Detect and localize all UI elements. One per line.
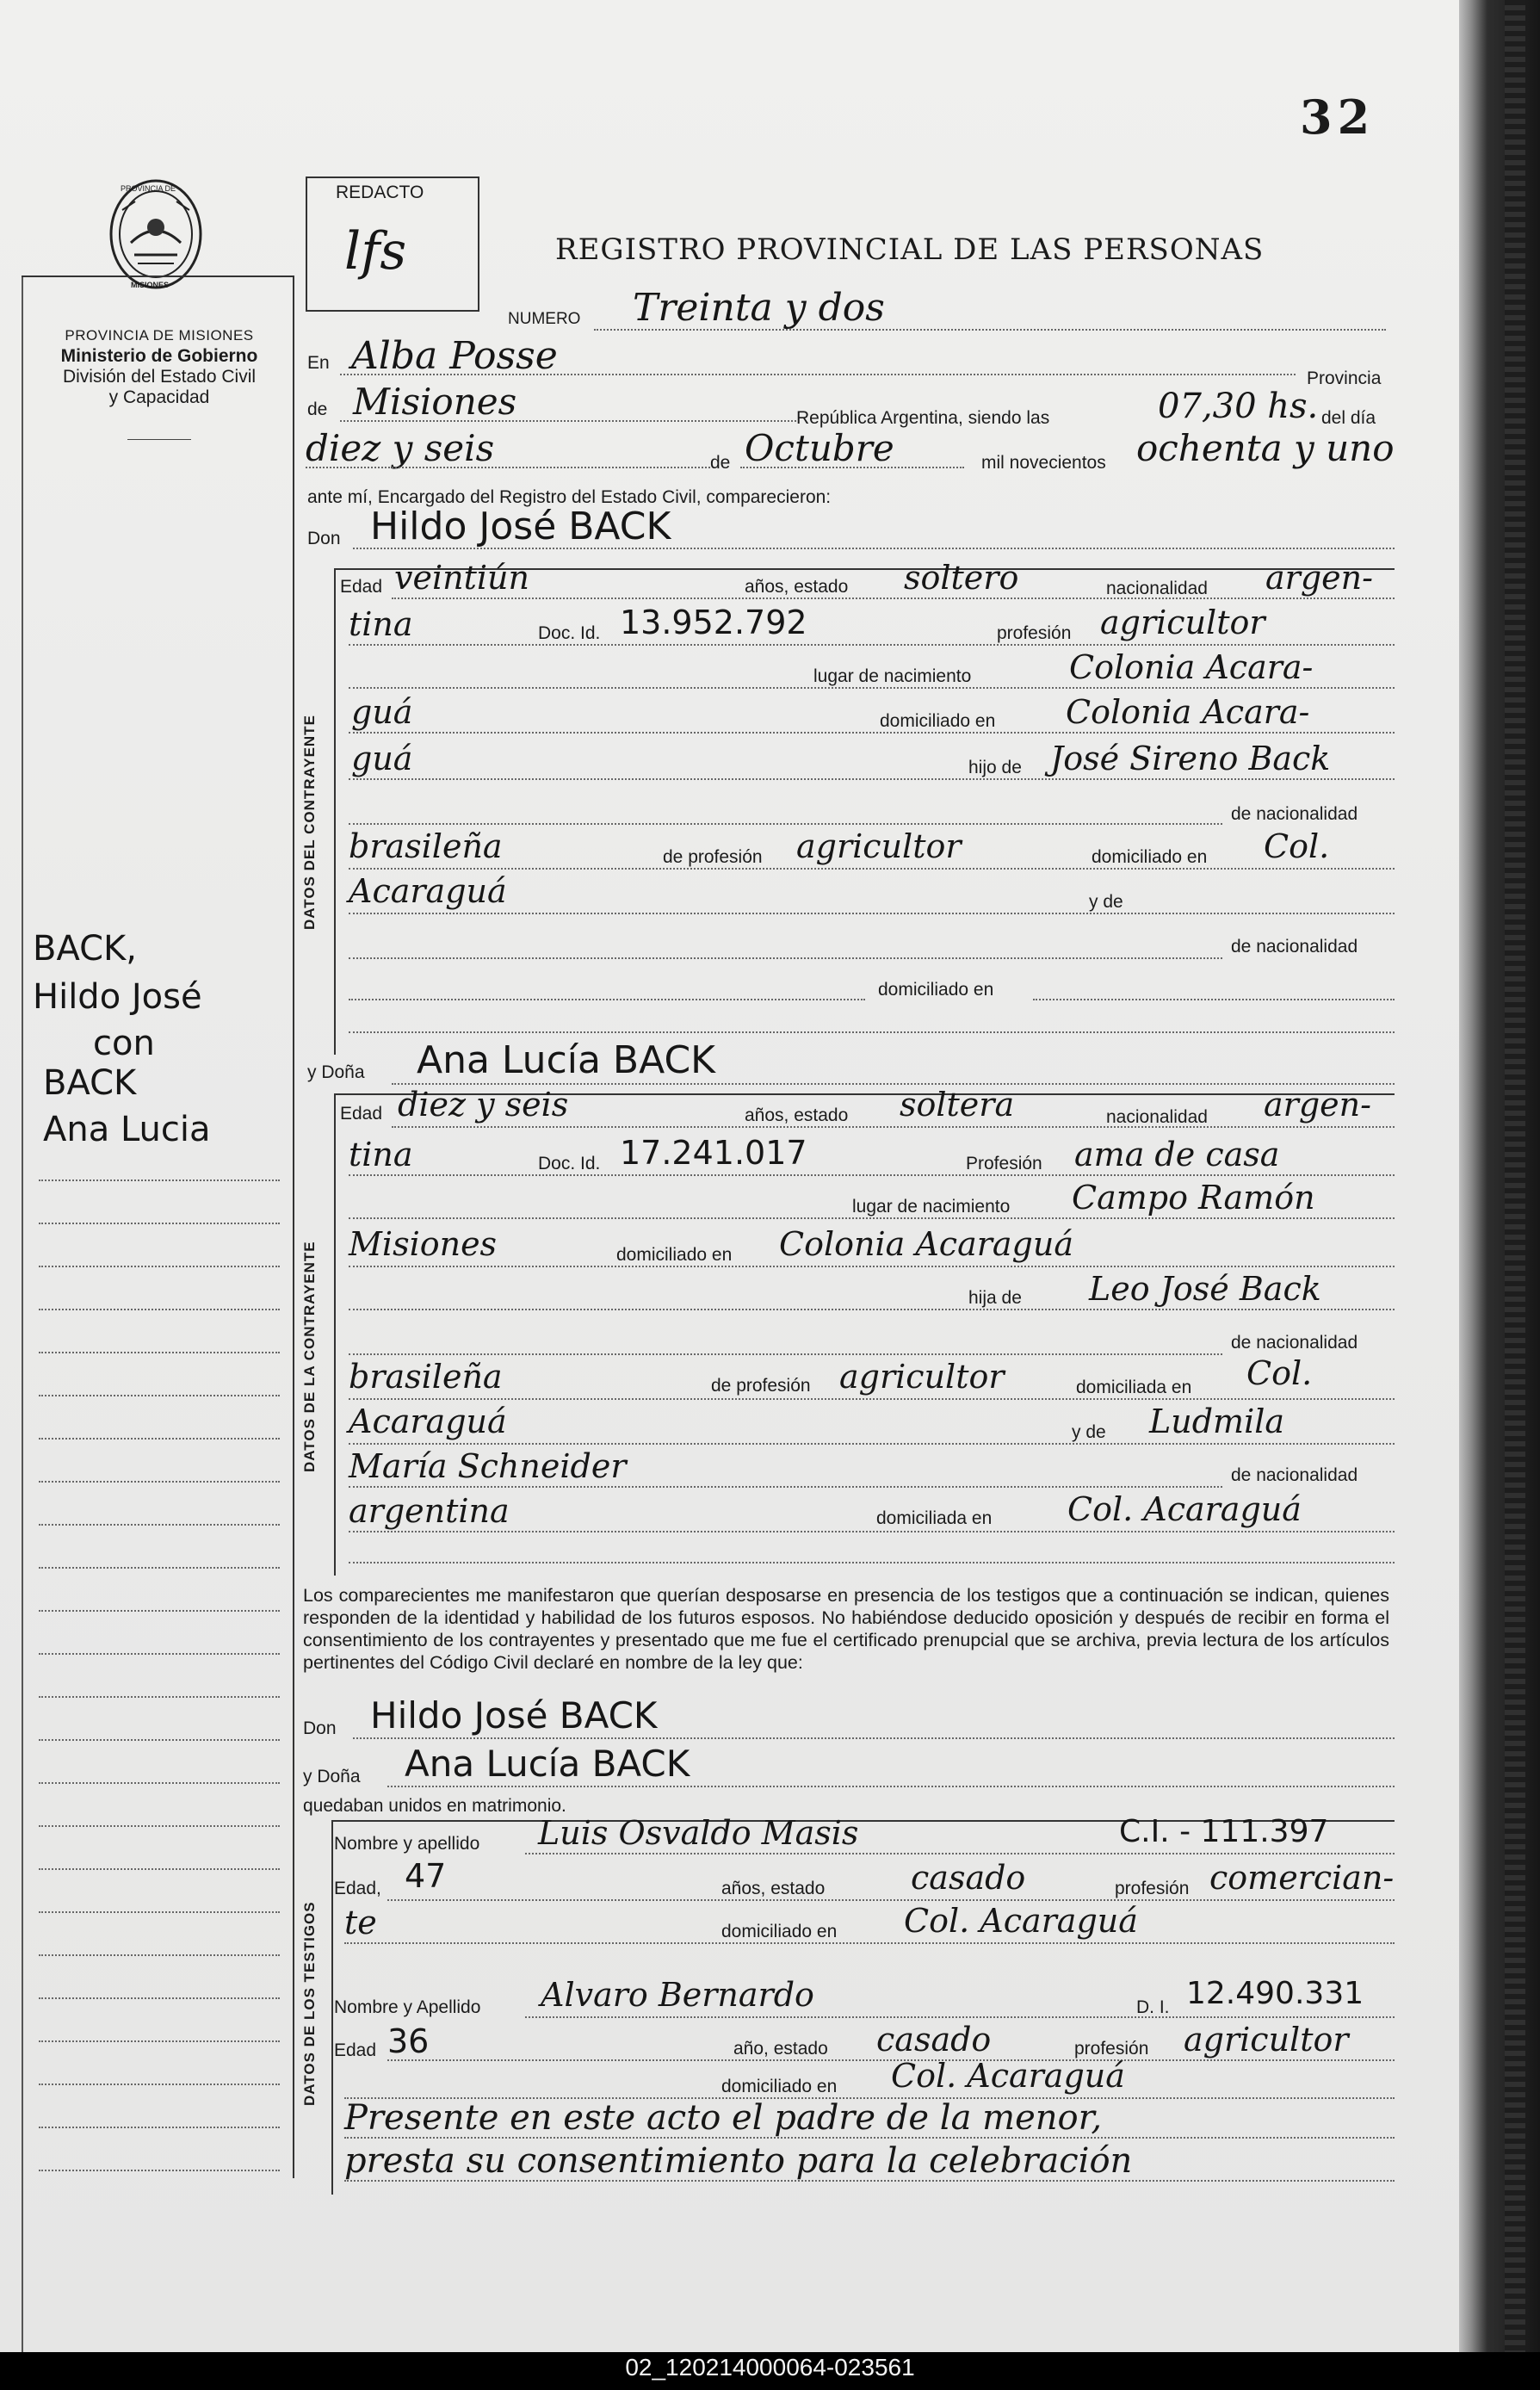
t2-domiciliado-label: domiciliado en — [721, 2077, 838, 2096]
margin-note-line-4: BACK — [43, 1063, 137, 1103]
margin-note-line-5: Ana Lucia — [43, 1110, 211, 1149]
f-de-nacionalidad-label: de nacionalidad — [1231, 1333, 1358, 1353]
t1-profesion-label: profesión — [1115, 1879, 1190, 1898]
f-domiciliado-label: domiciliado en — [616, 1245, 733, 1265]
f-nacionalidad-label: nacionalidad — [1106, 1107, 1208, 1127]
c-padre-domiciliado-label: domiciliado en — [1092, 847, 1208, 867]
t1-domiciliado-label: domiciliado en — [721, 1922, 838, 1941]
f-lugar-line — [349, 1217, 1395, 1219]
don-label: Don — [307, 529, 341, 548]
t2-edad-value: 36 — [387, 2022, 430, 2060]
mil-label: mil novecientos — [981, 453, 1106, 473]
provincia-value: Misiones — [353, 381, 517, 423]
dona-value: Ana Lucía BACK — [417, 1038, 716, 1082]
note-line-2-rule — [344, 2180, 1395, 2182]
decl-dona-value: Ana Lucía BACK — [405, 1743, 690, 1785]
c-madre-nac-line — [349, 957, 1222, 959]
t1-domicilio-line — [344, 1942, 1395, 1944]
redacto-initials: lfs — [344, 221, 407, 282]
c-hijo-line — [349, 778, 1395, 780]
f-padre-nac-line — [349, 1353, 1222, 1355]
dia-value: diez y seis — [306, 427, 495, 469]
f-edad-line — [392, 1126, 1395, 1128]
del-dia-label: del día — [1321, 408, 1376, 428]
f-padre-nacionalidad: brasileña — [349, 1358, 503, 1396]
c-de-profesion-label: de profesión — [663, 847, 763, 867]
de-label: de — [307, 399, 328, 419]
f-de-profesion-label: de profesión — [711, 1376, 811, 1396]
don-line — [353, 548, 1395, 549]
f-madre-nac-line — [349, 1486, 1222, 1488]
c-edad-line — [392, 598, 1395, 599]
decl-dona-line — [387, 1786, 1395, 1787]
province-seal — [105, 176, 207, 296]
note-line-2: presta su consentimiento para la celebración — [344, 2141, 1133, 2181]
binding-strip — [1505, 0, 1525, 2352]
testigos-border — [331, 1820, 333, 2195]
footer-code: 02_120214000064-023561 — [625, 2354, 915, 2381]
c-y-de-label: y de — [1089, 892, 1123, 912]
c-madre-dom-line-b — [1033, 999, 1395, 1000]
f-lugar-value-1: Campo Ramón — [1072, 1179, 1315, 1217]
document-title: REGISTRO PROVINCIAL DE LAS PERSONAS — [555, 232, 1265, 267]
contrayenta-section-label: DATOS DE LA CONTRAYENTE — [301, 1241, 318, 1472]
c-domicilio-line — [349, 732, 1395, 734]
en-line — [340, 374, 1296, 375]
f-madre-line — [349, 1443, 1395, 1445]
c-padre-domicilio-1: Col. — [1264, 827, 1330, 865]
hora-value: 07,30 hs. — [1158, 387, 1319, 426]
f-madre-domicilio: Col. Acaraguá — [1067, 1490, 1302, 1528]
contrayente-section-label: DATOS DEL CONTRAYENTE — [301, 715, 318, 930]
margin-note-line-1: BACK, — [33, 929, 137, 969]
f-end-line — [349, 1562, 1395, 1563]
c-profesion-label: profesión — [997, 623, 1072, 643]
c-lugar-value-2: guá — [351, 693, 413, 731]
decl-don-value: Hildo José BACK — [370, 1694, 658, 1737]
t2-doc-label: D. I. — [1136, 1997, 1170, 2017]
org-line-3: División del Estado Civil — [62, 367, 257, 387]
c-lugar-line — [349, 687, 1395, 689]
t2-domicilio-value: Col. Acaraguá — [891, 2057, 1125, 2095]
f-domicilio-value: Colonia Acaraguá — [779, 1225, 1073, 1263]
org-line-2: Ministerio de Gobierno — [60, 346, 258, 366]
f-lugar-value-2: Misiones — [349, 1225, 498, 1263]
republica-label: República Argentina, siendo las — [796, 408, 1050, 428]
c-profesion-value: agricultor — [1100, 604, 1265, 641]
c-hijo-label: hijo de — [968, 758, 1022, 777]
f-edad-label: Edad — [340, 1104, 383, 1124]
left-edge-line — [22, 276, 23, 2352]
t1-estado-value: casado — [911, 1859, 1026, 1897]
f-padre-profesion: agricultor — [839, 1358, 1005, 1396]
t2-nombre-line — [525, 2016, 1395, 2018]
decl-dona-label: y Doña — [303, 1767, 361, 1786]
f-hija-line — [349, 1309, 1395, 1310]
t2-edad-label: Edad — [334, 2040, 377, 2060]
decl-don-label: Don — [303, 1718, 337, 1738]
t1-profesion-value-2: te — [344, 1904, 377, 1941]
t2-profesion-label: profesión — [1074, 2039, 1149, 2059]
provincia-label: Provincia — [1307, 368, 1382, 388]
f-doc-label: Doc. Id. — [538, 1154, 601, 1173]
org-line-4: y Capacidad — [108, 387, 210, 407]
seal-bottom-text: MISIONES — [131, 281, 170, 289]
f-y-de-label: y de — [1072, 1422, 1106, 1442]
ante-label: ante mí, Encargado del Registro del Estado Civil, comparecieron: — [307, 487, 832, 507]
c-edad-label: Edad — [340, 577, 383, 597]
f-profesion-label: Profesión — [966, 1154, 1042, 1173]
f-padre-value: Leo José Back — [1089, 1270, 1321, 1308]
t1-profesion-value-1: comercian- — [1209, 1859, 1395, 1897]
form-left-border — [293, 276, 294, 2178]
c-madre-dom-line-a — [349, 999, 865, 1000]
t2-nombre-label: Nombre y Apellido — [334, 1997, 481, 2017]
c-madre-nacionalidad-label: de nacionalidad — [1231, 937, 1358, 957]
margin-note-line-2: Hildo José — [33, 977, 202, 1017]
testigos-section-label: DATOS DE LOS TESTIGOS — [301, 1901, 318, 2106]
t1-nombre-value: Luis Osvaldo Masis — [538, 1814, 859, 1852]
c-padre-profesion: agricultor — [796, 827, 962, 865]
f-madre-domiciliada-label: domiciliada en — [876, 1508, 993, 1528]
c-edad-value: veintiún — [394, 559, 529, 597]
f-padre-domiciliada-label: domiciliada en — [1076, 1378, 1192, 1397]
redacto-label: REDACTO — [336, 183, 424, 202]
mes-de-label: de — [710, 453, 731, 473]
f-domicilio-line — [349, 1266, 1395, 1267]
org-line-1: PROVINCIA DE MISIONES — [65, 327, 254, 344]
dia-line — [306, 467, 710, 468]
f-padre-line — [349, 1398, 1395, 1400]
decl-don-line — [353, 1737, 1395, 1739]
c-padre-value: José Sireno Back — [1050, 740, 1331, 777]
c-padre-nacionalidad: brasileña — [349, 827, 503, 865]
c-lugar-value-1: Colonia Acara- — [1069, 648, 1314, 686]
c-doc-value: 13.952.792 — [620, 604, 807, 641]
t1-nombre-line — [525, 1853, 1395, 1854]
f-profesion-value: ama de casa — [1074, 1136, 1280, 1173]
c-domicilio-value-2: guá — [351, 740, 413, 777]
t2-profesion-value: agricultor — [1184, 2021, 1349, 2059]
numero-label: NUMERO — [508, 310, 581, 328]
c-doc-label: Doc. Id. — [538, 623, 601, 643]
dona-label: y Doña — [307, 1062, 365, 1082]
f-madre-nacionalidad: argentina — [349, 1492, 510, 1530]
c-nacionalidad-label: nacionalidad — [1106, 579, 1208, 598]
top-left-rule — [22, 276, 293, 277]
quedaban-label: quedaban unidos en matrimonio. — [303, 1796, 566, 1816]
c-padre-nac-line — [349, 823, 1222, 825]
declaration-paragraph: Los comparecientes me manifestaron que querían desposarse en presencia de los testigos que a continuación se indican, quienes responden de la identidad y habilidad de los futuros esposos. No habiéndose deducido oposición y después de recibir en forma el consentimiento de los contrayentes y presentado que me fue el certificado prenupcial que se archiva, previa lectura de los artículos pertinentes del Código Civil declaré en nombre de la ley que: — [303, 1585, 1389, 1673]
f-estado-value: soltera — [900, 1086, 1015, 1124]
t2-anio-estado-label: año, estado — [733, 2039, 828, 2059]
provincia-line — [340, 420, 796, 422]
t1-domicilio-value: Col. Acaraguá — [904, 1902, 1138, 1940]
c-domicilio-value-1: Colonia Acara- — [1066, 693, 1310, 731]
en-value: Alba Posse — [351, 334, 558, 378]
f-madre-value-2: María Schneider — [349, 1447, 627, 1485]
book-binding — [1459, 0, 1540, 2352]
c-madre-domiciliado-label: domiciliado en — [878, 980, 994, 1000]
contrayenta-border — [334, 1093, 336, 1576]
f-madre-nacionalidad-label: de nacionalidad — [1231, 1465, 1358, 1485]
t1-anios-estado-label: años, estado — [721, 1879, 826, 1898]
c-nacionalidad-value-1: argen- — [1265, 559, 1373, 597]
t1-edad-label: Edad, — [334, 1879, 381, 1898]
c-padre-line — [349, 868, 1395, 870]
left-rule — [127, 439, 191, 440]
en-label: En — [307, 353, 330, 373]
t2-estado-value: casado — [876, 2021, 992, 2059]
note-line-1: Presente en este acto el padre de la menor, — [344, 2098, 1103, 2138]
page-number: 32 — [1300, 90, 1376, 145]
f-anios-estado-label: años, estado — [745, 1105, 849, 1125]
left-organization — [26, 325, 293, 408]
note-line-1-rule — [344, 2137, 1395, 2139]
c-nacionalidad-value-2: tina — [349, 605, 413, 643]
f-doc-value: 17.241.017 — [620, 1134, 807, 1172]
c-domiciliado-label: domiciliado en — [880, 711, 996, 731]
contrayente-border — [334, 568, 336, 1055]
c-doc-line — [349, 644, 1395, 646]
f-nacionalidad-value-1: argen- — [1264, 1086, 1371, 1124]
t1-nombre-label: Nombre y apellido — [334, 1834, 480, 1854]
f-nacionalidad-value-2: tina — [349, 1136, 413, 1173]
c-estado-value: soltero — [904, 559, 1019, 597]
c-de-nacionalidad-label: de nacionalidad — [1231, 804, 1358, 824]
numero-value: Treinta y dos — [633, 286, 885, 330]
c-padre-domicilio-2: Acaraguá — [349, 872, 507, 910]
f-padre-domicilio-1: Col. — [1246, 1354, 1313, 1392]
f-madre-value-1: Ludmila — [1149, 1402, 1285, 1440]
seal-top-text: PROVINCIA DE — [121, 184, 176, 193]
margin-note-line-3: con — [93, 1024, 155, 1063]
dona-line — [392, 1083, 1395, 1085]
f-doc-line — [349, 1174, 1395, 1176]
anio-value: ochenta y uno — [1136, 427, 1395, 469]
mes-line — [740, 467, 964, 468]
t1-edad-value: 47 — [405, 1857, 447, 1895]
c-end-line — [349, 1031, 1395, 1033]
t1-edad-line — [387, 1899, 1395, 1901]
c-anios-estado-label: años, estado — [745, 577, 849, 597]
mes-value: Octubre — [745, 427, 894, 469]
f-lugar-label: lugar de nacimiento — [852, 1197, 1011, 1217]
f-hija-label: hija de — [968, 1288, 1022, 1308]
t2-nombre-value: Alvaro Bernardo — [541, 1976, 814, 2014]
c-madre-line — [349, 913, 1395, 914]
f-padre-domicilio-2: Acaraguá — [349, 1402, 507, 1440]
don-value: Hildo José BACK — [370, 505, 671, 548]
t2-doc-value: 12.490.331 — [1186, 1976, 1364, 2011]
numero-line — [594, 329, 1386, 331]
f-madre-dom-line — [349, 1531, 1395, 1532]
f-edad-value: diez y seis — [398, 1086, 569, 1124]
t1-doc-value: C.I. - 111.397 — [1119, 1814, 1329, 1849]
c-lugar-label: lugar de nacimiento — [813, 666, 972, 686]
